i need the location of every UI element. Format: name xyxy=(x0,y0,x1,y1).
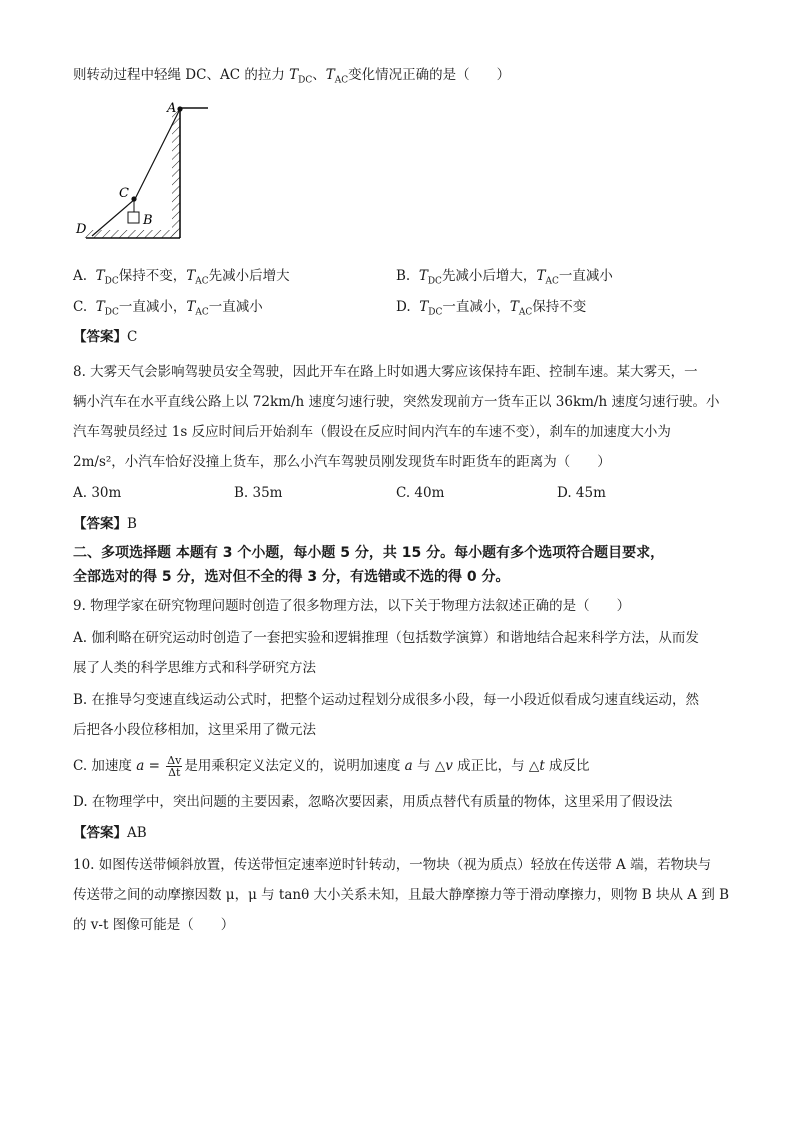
option-text: 一直减小， xyxy=(118,299,187,315)
q7-stem-post: 变化情况正确的是（ ） xyxy=(348,67,511,83)
option-text: 保持不变， xyxy=(118,268,187,284)
option-text: C. 加速度 xyxy=(73,758,137,774)
q8-option-b: B. 35m xyxy=(234,485,283,501)
q9-option-a-line-2: 展了人类的科学思维方式和科学研究方法 xyxy=(73,660,316,676)
point-a xyxy=(177,106,182,111)
tension-dc-symbol: T xyxy=(289,67,299,83)
velocity-symbol: v xyxy=(445,758,453,774)
tension-sub: AC xyxy=(195,307,209,318)
q7-stem xyxy=(73,66,510,90)
option-letter: C. xyxy=(73,299,88,315)
q8-line-3: 汽车驾驶员经过 1s 反应时间后开始刹车（假设在反应时间内汽车的车速不变），刹车的加速度大小为 xyxy=(73,424,671,440)
q7-figure xyxy=(72,98,222,243)
q8-answer xyxy=(73,515,137,533)
tension-sub: DC xyxy=(104,307,119,318)
accel-symbol: a xyxy=(404,758,413,774)
answer-value: B xyxy=(127,516,137,532)
answer-value: C xyxy=(127,329,138,345)
option-text: 一直减小 xyxy=(208,299,263,315)
fraction-denominator: Δt xyxy=(168,766,181,779)
option-text: 成反比 xyxy=(544,758,590,774)
tension-sub: AC xyxy=(518,307,533,318)
q7-sep: 、 xyxy=(312,67,326,83)
q9-option-a-line-1: A. 伽利略在研究运动时创造了一套把实验和逻辑推理（包括数学演算）和谐地结合起来科学方法，从而发 xyxy=(73,630,699,646)
block-b xyxy=(128,212,139,223)
answer-tag: 【答案】 xyxy=(73,329,127,345)
option-text: 一直减小 xyxy=(558,268,613,284)
option-text: 一直减小， xyxy=(442,299,510,315)
label-a: A xyxy=(167,101,177,116)
equals-sign: = xyxy=(144,758,165,774)
q8-line-1: 8. 大雾天气会影响驾驶员安全驾驶，因此开车在路上时如遇大雾应该保持车距、控制车速。某大雾天，一 xyxy=(73,364,698,380)
tension-symbol: T xyxy=(509,299,519,315)
option-text: 保持不变 xyxy=(532,299,587,315)
tension-symbol: T xyxy=(186,268,196,284)
q10-line-3: 的 v-t 图像可能是（ ） xyxy=(73,917,235,933)
q9-option-b-line-1: B. 在推导匀变速直线运动公式时，把整个运动过程划分成很多小段，每一小段近似看成匀速直线运动，然 xyxy=(73,692,700,708)
wall-hatch xyxy=(172,108,180,236)
tension-symbol: T xyxy=(419,299,429,315)
answer-value: AB xyxy=(127,825,147,841)
tension-symbol: T xyxy=(95,299,105,315)
fraction-numerator: Δv xyxy=(167,754,182,767)
tension-dc-sub: DC xyxy=(298,75,313,86)
q7-option-b xyxy=(396,267,613,291)
q8-option-a: A. 30m xyxy=(73,485,122,501)
tension-sub: DC xyxy=(104,276,119,287)
option-text: 与 △ xyxy=(412,758,446,774)
option-text: 先减小后增大， xyxy=(441,268,537,284)
tension-symbol: T xyxy=(418,268,428,284)
q7-stem-pre: 则转动过程中轻绳 DC、AC 的拉力 xyxy=(73,67,290,83)
q10-line-1: 10. 如图传送带倾斜放置，传送带恒定速率逆时针转动，一物块（视为质点）轻放在传送带 A 端，若物块与 xyxy=(73,857,712,873)
q7-answer xyxy=(73,328,137,346)
label-b: B xyxy=(143,213,153,228)
q8-option-d: D. 45m xyxy=(557,485,606,501)
point-c xyxy=(131,196,136,201)
option-letter: A. xyxy=(73,268,88,284)
label-d: D xyxy=(76,222,87,237)
option-letter: D. xyxy=(396,299,411,315)
option-text: 先减小后增大 xyxy=(208,268,290,284)
q7-option-a xyxy=(73,267,290,291)
q9-stem: 9. 物理学家在研究物理问题时创造了很多物理方法，以下关于物理方法叙述正确的是（ ） xyxy=(73,598,631,614)
option-letter: B. xyxy=(396,268,411,284)
section-2-title-line-1: 二、多项选择题 本题有 3 个小题，每小题 5 分，共 15 分。每小题有多个选项符合题目要求， xyxy=(73,545,665,561)
q8-option-c: C. 40m xyxy=(396,485,445,501)
q9-option-d: D. 在物理学中，突出问题的主要因素，忽略次要因素，用质点替代有质量的物体，这里采用了假设法 xyxy=(73,794,673,810)
option-text: 是用乘积定义法定义的，说明加速度 xyxy=(184,758,405,774)
q8-line-2: 辆小汽车在水平直线公路上以 72km/h 速度匀速行驶，突然发现前方一货车正以 36km/h 速度匀速行驶。小 xyxy=(73,394,720,410)
q7-option-d xyxy=(396,298,586,322)
section-2-title-line-2: 全部选对的得 5 分，选对但不全的得 3 分，有选错或不选的得 0 分。 xyxy=(73,569,510,585)
time-symbol: t xyxy=(539,758,545,774)
q7-option-c xyxy=(73,298,263,322)
accel-symbol: a xyxy=(136,758,145,774)
q8-line-4: 2m/s²，小汽车恰好没撞上货车，那么小汽车驾驶员刚发现货车时距货车的距离为（ ） xyxy=(73,454,611,470)
tension-sub: DC xyxy=(428,307,443,318)
tension-ac-symbol: T xyxy=(325,67,335,83)
answer-tag: 【答案】 xyxy=(73,825,127,841)
q9-option-b-line-2: 后把各小段位移相加，这里采用了微元法 xyxy=(73,722,316,738)
q10-line-2: 传送带之间的动摩擦因数 μ，μ 与 tanθ 大小关系未知，且最大静摩擦力等于滑动摩擦力，则物 B 块从 A 到 B xyxy=(73,887,730,903)
option-text: 成正比，与 △ xyxy=(452,758,540,774)
tension-sub: DC xyxy=(427,276,442,287)
answer-tag: 【答案】 xyxy=(73,516,127,532)
tension-symbol: T xyxy=(95,268,105,284)
tension-sub: AC xyxy=(545,276,559,287)
label-c: C xyxy=(119,186,129,201)
tension-sub: AC xyxy=(195,276,209,287)
q9-option-c xyxy=(73,755,590,778)
tension-ac-sub: AC xyxy=(334,75,349,86)
tension-symbol: T xyxy=(186,299,196,315)
q9-answer xyxy=(73,824,147,842)
delta-v-over-delta-t-fraction xyxy=(166,755,182,778)
tension-symbol: T xyxy=(536,268,546,284)
